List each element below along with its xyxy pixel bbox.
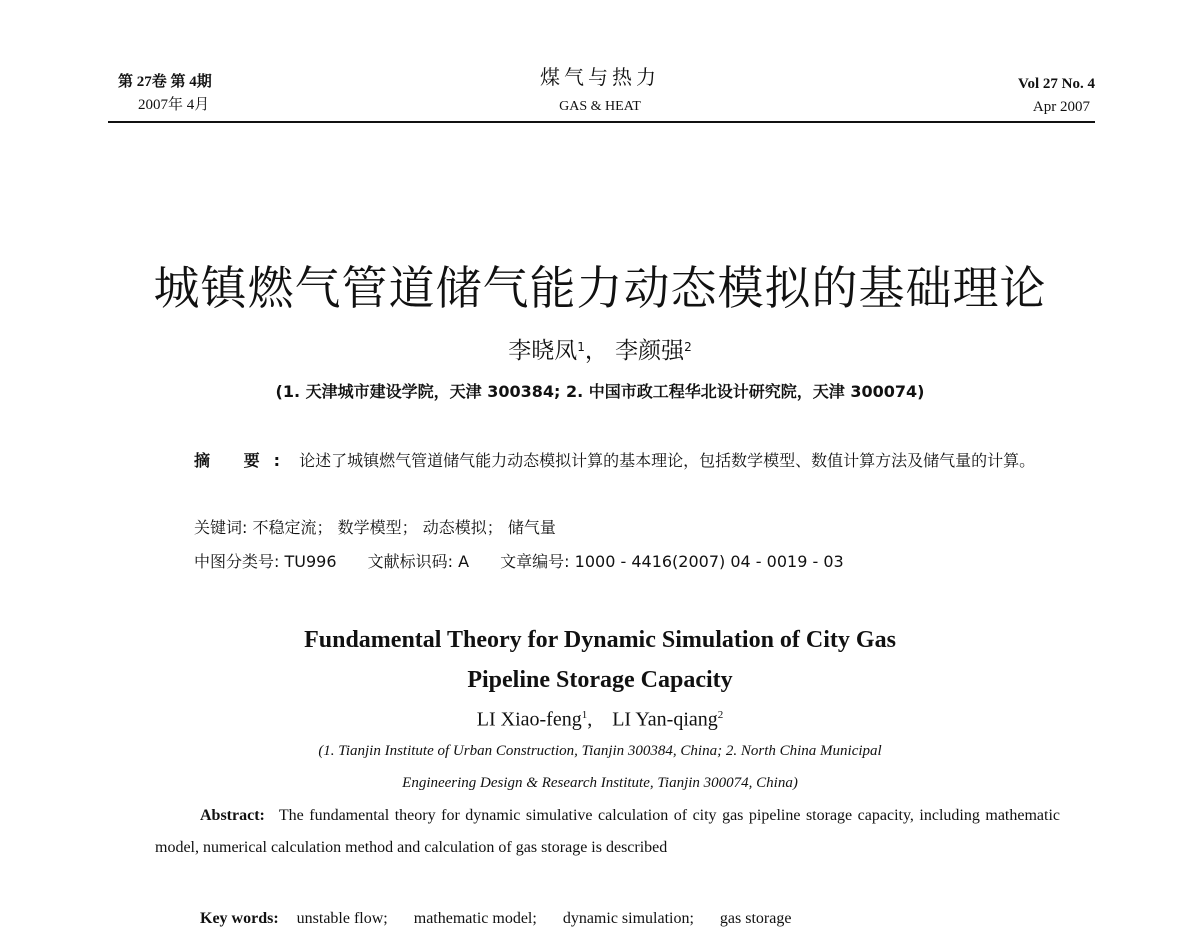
journal-name-cn: 煤气与热力 bbox=[540, 67, 660, 89]
author-name: 李晓凤 bbox=[508, 338, 578, 364]
abstract-label-cn: 摘 要: bbox=[194, 451, 294, 470]
author-separator: , bbox=[587, 708, 593, 731]
keyword: unstable flow; bbox=[296, 910, 388, 927]
keyword: mathematic model; bbox=[413, 910, 537, 927]
header-volume-issue-cn: 第 27卷 第 4期 bbox=[118, 74, 212, 90]
article-no-value: 1000 - 4416(2007) 04 - 0019 - 03 bbox=[574, 552, 844, 571]
class-value: TU996 bbox=[284, 552, 337, 571]
header-date-en: Apr 2007 bbox=[1032, 99, 1090, 115]
authors-cn bbox=[0, 336, 1200, 366]
keyword: gas storage bbox=[719, 910, 792, 927]
author-name: LI Yan-qiang bbox=[612, 708, 718, 731]
keyword: 数学模型； bbox=[337, 518, 418, 537]
affiliations-en-line1: (1. Tianjin Institute of Urban Construction, Tianjin 300384, China; 2. North China Municipal bbox=[318, 743, 882, 759]
authors-en bbox=[0, 702, 1200, 733]
paper-title-cn: 城镇燃气管道储气能力动态模拟的基础理论 bbox=[153, 261, 1047, 315]
abstract-text-en: The fundamental theory for dynamic simulative calculation of city gas pipeline storage capacity, including mathematic model, numerical calculation method and calculation of gas storage is described bbox=[155, 807, 1060, 856]
header-volume-issue-en: Vol 27 No. 4 bbox=[1018, 76, 1095, 92]
abstract-cn bbox=[140, 449, 1065, 473]
author-affil-marker: 1 bbox=[577, 340, 585, 354]
header-date-cn: 2007年 4月 bbox=[138, 97, 210, 113]
keywords-en bbox=[155, 903, 1105, 935]
doc-code-label: 文献标识码: bbox=[367, 552, 454, 571]
author-name: LI Xiao-feng bbox=[476, 708, 582, 731]
author-affil-marker: 1 bbox=[581, 709, 588, 721]
article-no-label: 文章编号: bbox=[500, 552, 570, 571]
keyword: 动态模拟； bbox=[422, 518, 503, 537]
journal-name-en: GAS & HEAT bbox=[559, 99, 641, 114]
class-label: 中图分类号: bbox=[194, 552, 280, 571]
abstract-en bbox=[155, 800, 1060, 864]
keyword: 不稳定流； bbox=[252, 518, 333, 537]
keyword: 储气量 bbox=[507, 518, 556, 537]
affiliations-cn: (1. 天津城市建设学院，天津 300384; 2. 中国市政工程华北设计研究院，天津 300074) bbox=[275, 382, 925, 401]
header-rule bbox=[108, 121, 1095, 123]
keywords-label-cn: 关键词: bbox=[194, 518, 248, 537]
classification-cn bbox=[140, 550, 1119, 574]
author-name: 李颜强 bbox=[615, 338, 685, 364]
abstract-label-en: Abstract: bbox=[200, 807, 265, 824]
paper-title-en-line2: Pipeline Storage Capacity bbox=[467, 667, 733, 693]
paper-title-en-line1: Fundamental Theory for Dynamic Simulation of City Gas bbox=[304, 627, 896, 653]
author-affil-marker: 2 bbox=[684, 340, 692, 354]
abstract-text-cn: 论述了城镇燃气管道储气能力动态模拟计算的基本理论，包括数学模型、数值计算方法及储气量的计算。 bbox=[293, 451, 1036, 470]
author-affil-marker: 2 bbox=[717, 709, 724, 721]
keywords-cn bbox=[140, 516, 1119, 540]
affiliations-en-line2: Engineering Design & Research Institute, Tianjin 300074, China) bbox=[402, 775, 798, 791]
keyword: dynamic simulation; bbox=[562, 910, 694, 927]
author-separator: ， bbox=[584, 338, 608, 364]
keywords-label-en: Key words: bbox=[200, 910, 279, 927]
doc-code-value: A bbox=[458, 552, 470, 571]
